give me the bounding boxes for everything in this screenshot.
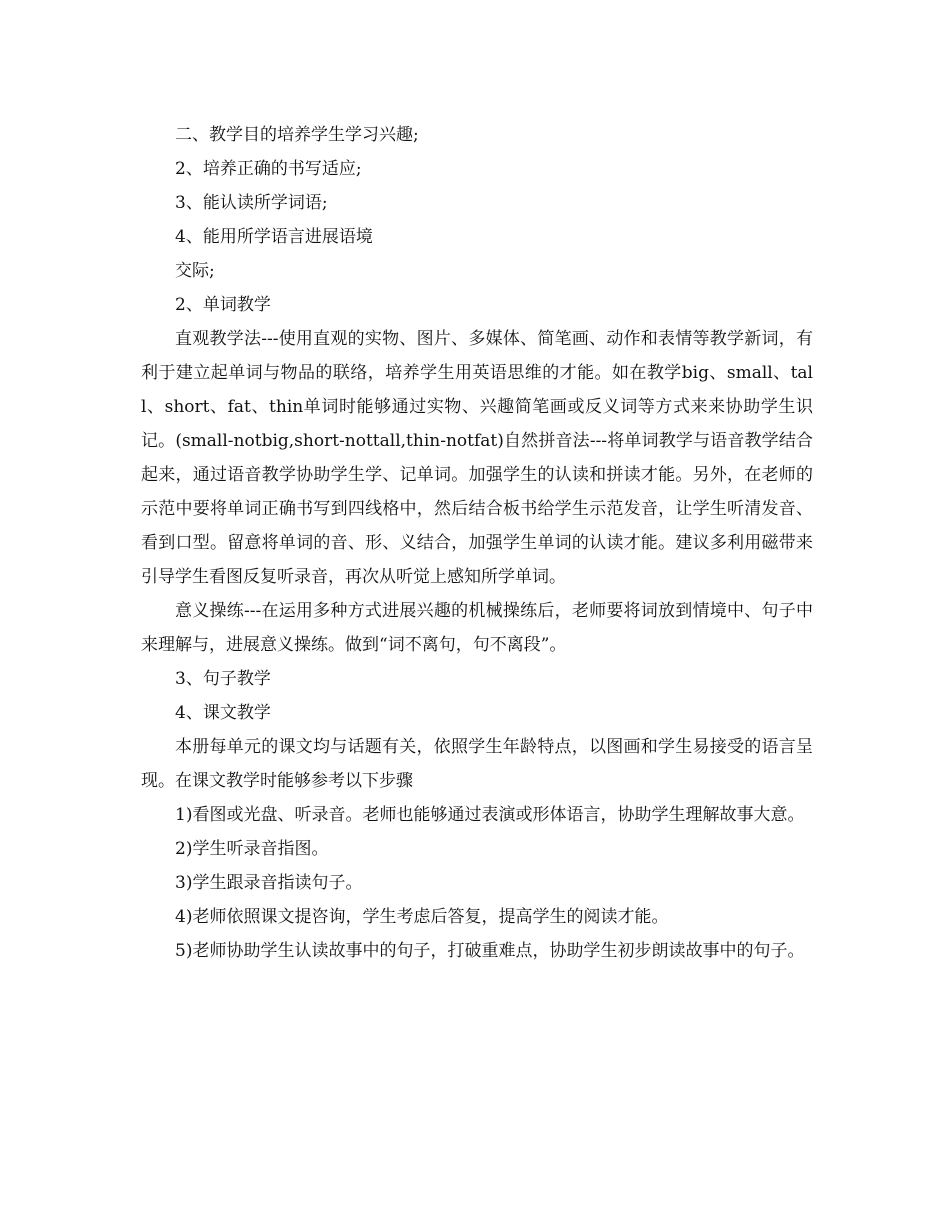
paragraph-meaning-practice: 意义操练---在运用多种方式进展兴趣的机械操练后，老师要将词放到情境中、句子中来理解与，进展意义操练。做到“词不离句，句不离段”。 [141, 601, 813, 655]
heading-sentence-teaching: 3、句子教学 [175, 669, 271, 689]
heading-text-teaching: 4、课文教学 [175, 703, 271, 723]
heading-word-teaching: 2、单词教学 [175, 295, 271, 315]
paragraph-objective: 二、教学目的培养学生学习兴趣; [175, 125, 419, 145]
document-page [141, 118, 813, 968]
paragraph-communication: 交际; [175, 261, 215, 281]
paragraph-language-context: 4、能用所学语言进展语境 [175, 227, 373, 247]
list-item-step-2: 2)学生听录音指图。 [175, 839, 329, 859]
paragraph-text-intro: 本册每单元的课文均与话题有关，依照学生年龄特点，以图画和学生易接受的语言呈现。在课文教学时能够参考以下步骤 [141, 737, 813, 791]
paragraph-direct-method: 直观教学法---使用直观的实物、图片、多媒体、简笔画、动作和表情等教学新词，有利于建立起单词与物品的联络，培养学生用英语思维的才能。如在教学big、small、tall、short、fat、thin单词时能够通过实物、兴趣简笔画或反义词等方式来来协助学生识记。(small-notbig,short-nottall,thin-notfat)自然拼音法---将单词教学与语音教学结合起来，通过语音教学协助学生学、记单词。加强学生的认读和拼读才能。另外，在老师的示范中要将单词正确书写到四线格中，然后结合板书给学生示范发音，让学生听清发音、看到口型。留意将单词的音、形、义结合，加强学生单词的认读才能。建议多利用磁带来引导学生看图反复听录音，再次从听觉上感知所学单词。 [141, 329, 813, 587]
list-item-step-5: 5)老师协助学生认读故事中的句子，打破重难点，协助学生初步朗读故事中的句子。 [175, 941, 805, 961]
paragraph-writing-habit: 2、培养正确的书写适应; [175, 159, 362, 179]
paragraph-recognize-words: 3、能认读所学词语; [175, 193, 328, 213]
list-item-step-4: 4)老师依照课文提咨询，学生考虑后答复，提高学生的阅读才能。 [175, 907, 669, 927]
list-item-step-3: 3)学生跟录音指读句子。 [175, 873, 363, 893]
list-item-step-1: 1)看图或光盘、听录音。老师也能够通过表演或形体语言，协助学生理解故事大意。 [175, 805, 805, 825]
